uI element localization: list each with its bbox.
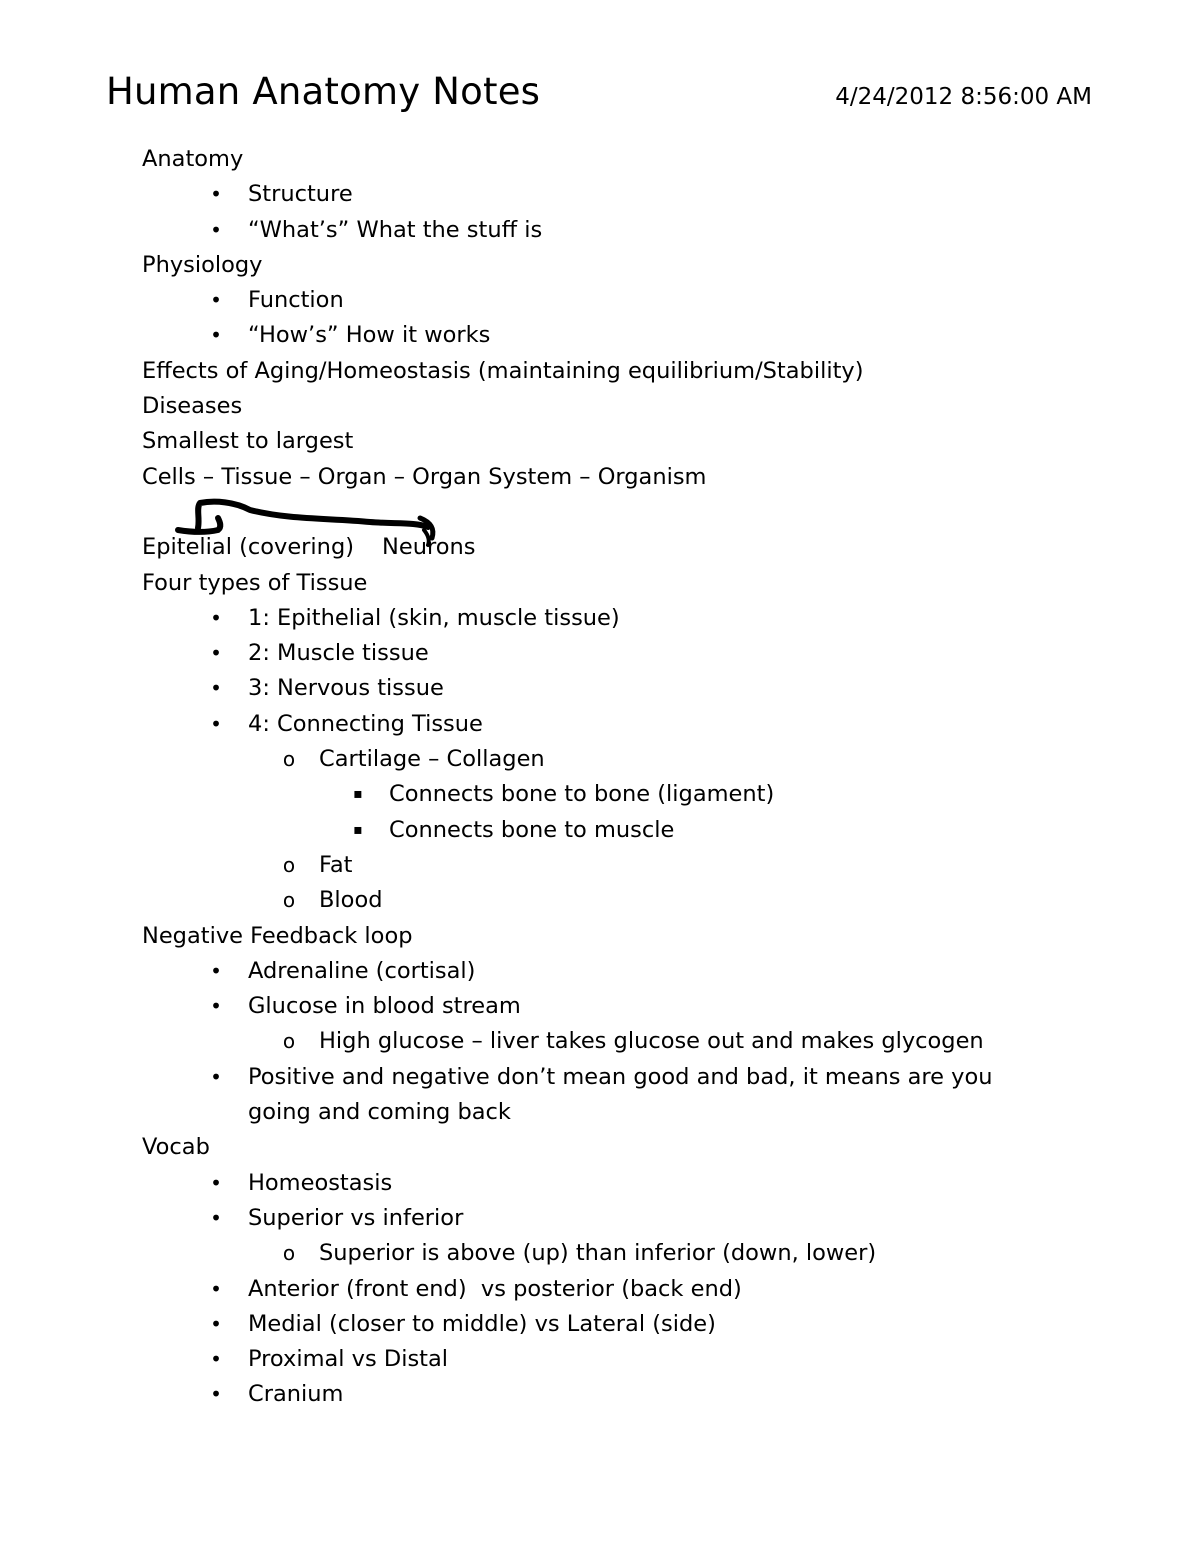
list-item-text: Proximal vs Distal [248, 1346, 449, 1373]
document-timestamp: 4/24/2012 8:56:00 AM [835, 84, 1092, 110]
sub-list-item [142, 1236, 1142, 1271]
bullet-disc-icon: • [210, 323, 222, 348]
list-item [142, 213, 1142, 248]
list-item [142, 1060, 1028, 1131]
sub-list-item [142, 883, 1142, 918]
list-item-text: Glucose in blood stream [248, 993, 521, 1020]
list-item-text: Blood [319, 887, 383, 914]
list-item-text: High glucose – liver takes glucose out and makes glycogen [319, 1028, 984, 1055]
line-smallest: Smallest to largest [142, 428, 354, 455]
list-item-text: 2: Muscle tissue [248, 640, 429, 667]
list-item [142, 283, 1142, 318]
list-item [142, 1307, 1142, 1342]
epitelial-text: Epitelial (covering) [142, 534, 355, 561]
bullet-disc-icon: • [210, 1382, 222, 1407]
list-item [142, 636, 1142, 671]
bullet-disc-icon: • [210, 994, 222, 1019]
bullet-disc-icon: • [210, 1205, 222, 1230]
list-item [142, 1342, 1142, 1377]
list-item-text: Positive and negative don’t mean good and bad, it means are you going and coming back [248, 1063, 993, 1126]
heading-physiology: Physiology [142, 251, 263, 278]
heading-anatomy: Anatomy [142, 146, 244, 172]
list-item-text: Cranium [248, 1381, 344, 1408]
bullet-circle-icon: o [282, 852, 296, 877]
list-item [142, 671, 1142, 706]
list-item [142, 954, 1142, 989]
bullet-disc-icon: • [210, 1064, 222, 1089]
list-item [142, 1166, 1142, 1201]
notes-body [142, 142, 1142, 1413]
list-item-text: Connects bone to muscle [389, 816, 675, 843]
sub-list-item [142, 848, 1142, 883]
bullet-disc-icon: • [210, 1276, 222, 1301]
bullet-disc-icon: • [210, 182, 222, 207]
list-item-text: Superior vs inferior [248, 1204, 464, 1231]
sub-sub-list-item [142, 777, 1142, 812]
bullet-disc-icon: • [210, 1170, 222, 1195]
list-item-text: Medial (closer to middle) vs Lateral (side) [248, 1310, 716, 1337]
bullet-circle-icon: o [282, 1241, 296, 1266]
bullet-disc-icon: • [210, 217, 222, 242]
heading-tissue: Four types of Tissue [142, 569, 368, 596]
sub-list-item [142, 1024, 1142, 1059]
bullet-circle-icon: o [282, 1029, 296, 1054]
bullet-disc-icon: • [210, 1311, 222, 1336]
bullet-circle-icon: o [282, 747, 296, 772]
list-item-text: Function [248, 287, 344, 314]
list-item-text: Fat [319, 851, 353, 878]
bullet-disc-icon: • [210, 958, 222, 983]
bullet-disc-icon: • [210, 288, 222, 313]
list-item [142, 318, 1142, 353]
document-title: Human Anatomy Notes [106, 70, 541, 113]
line-hierarchy: Cells – Tissue – Organ – Organ System – Organism [142, 463, 707, 490]
list-item [142, 1201, 1142, 1236]
blank-line [142, 495, 1142, 530]
bullet-disc-icon: • [210, 711, 222, 736]
list-item-text: Structure [248, 181, 353, 208]
bullet-square-icon: ▪ [353, 821, 363, 838]
bullet-circle-icon: o [282, 888, 296, 913]
list-item [142, 989, 1142, 1024]
list-item-text: “How’s” How it works [248, 322, 491, 349]
list-item [142, 707, 1142, 742]
list-item-text: Cartilage – Collagen [319, 746, 545, 773]
bullet-disc-icon: • [210, 605, 222, 630]
list-item-text: 3: Nervous tissue [248, 675, 444, 702]
list-item [142, 1377, 1142, 1412]
line-epitelial-neurons [142, 530, 1142, 565]
list-item-text: 4: Connecting Tissue [248, 710, 483, 737]
list-item-text: Homeostasis [248, 1169, 393, 1196]
bullet-disc-icon: • [210, 676, 222, 701]
list-item-text: “What’s” What the stuff is [248, 216, 543, 243]
line-effects: Effects of Aging/Homeostasis (maintaining equilibrium/Stability) [142, 357, 864, 384]
bullet-disc-icon: • [210, 1347, 222, 1372]
list-item-text: Connects bone to bone (ligament) [389, 781, 775, 808]
heading-feedback: Negative Feedback loop [142, 922, 413, 949]
list-item [142, 1272, 1142, 1307]
bullet-disc-icon: • [210, 641, 222, 666]
sub-list-item [142, 742, 1142, 777]
heading-vocab: Vocab [142, 1134, 210, 1161]
list-item-text: 1: Epithelial (skin, muscle tissue) [248, 604, 620, 631]
line-diseases: Diseases [142, 393, 243, 420]
neurons-text: Neurons [382, 534, 476, 561]
sub-sub-list-item [142, 813, 1142, 848]
list-item-text: Superior is above (up) than inferior (down, lower) [319, 1240, 877, 1267]
bullet-square-icon: ▪ [353, 786, 363, 803]
list-item-text: Anterior (front end) vs posterior (back end) [248, 1275, 742, 1302]
list-item [142, 177, 1142, 212]
list-item [142, 601, 1142, 636]
list-item-text: Adrenaline (cortisal) [248, 957, 476, 984]
